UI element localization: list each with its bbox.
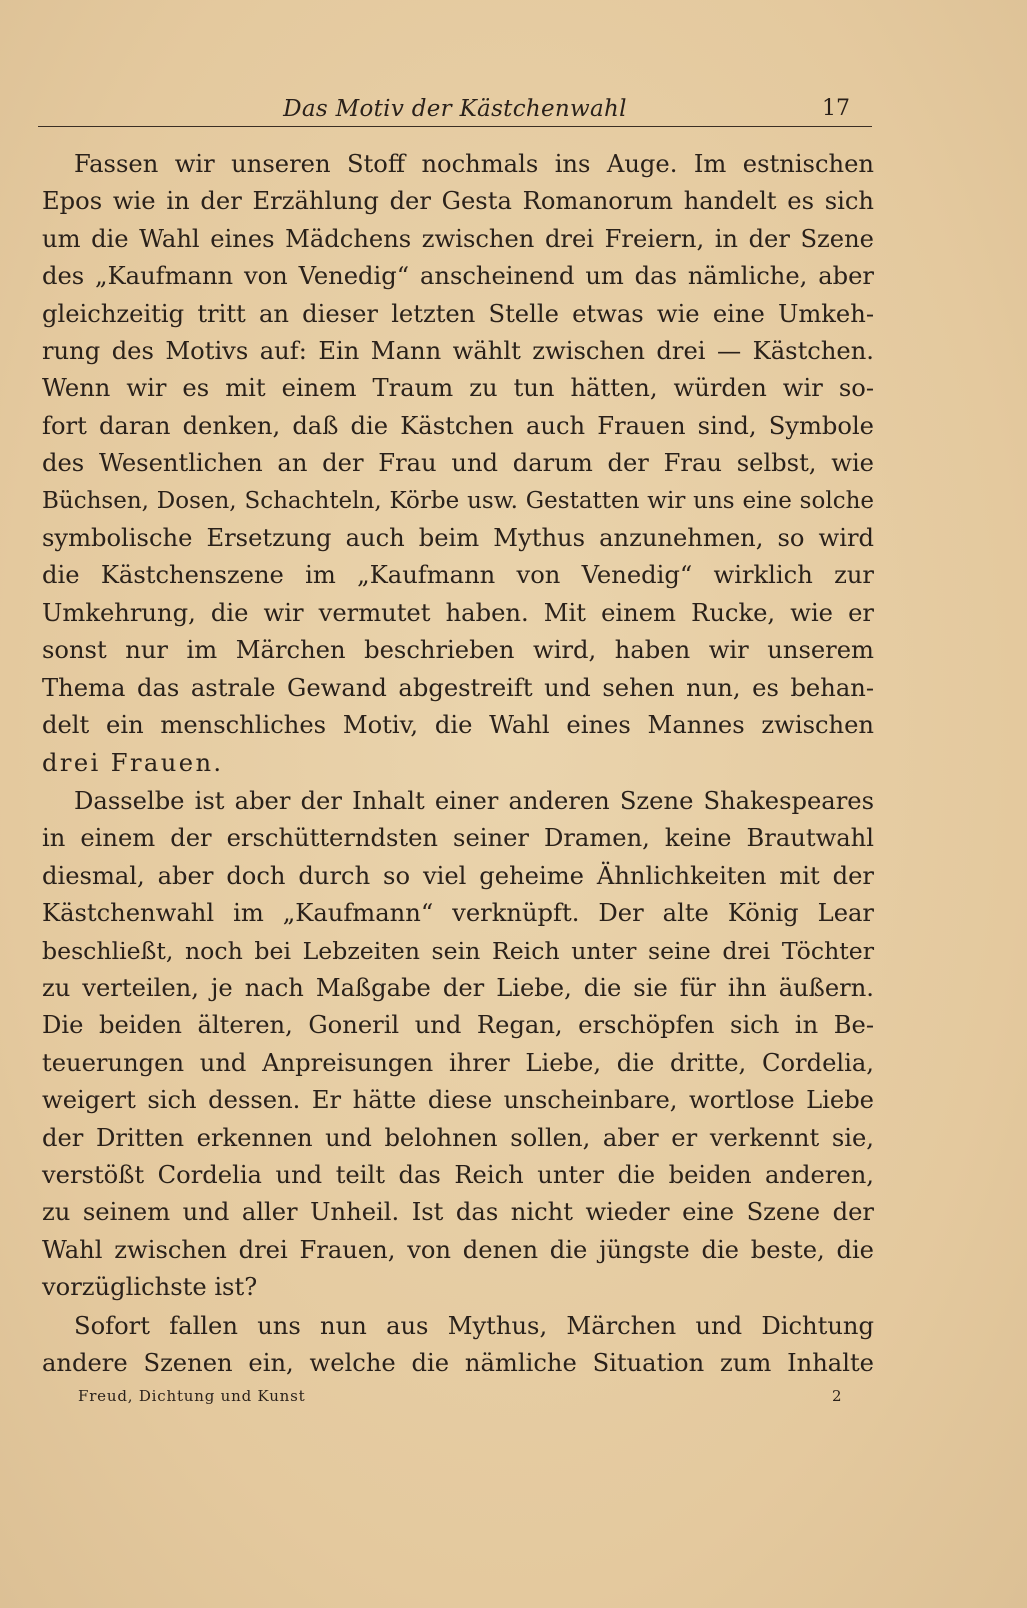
text-line: teuerungen und Anpreisungen ihrer Liebe, die dritte, Cordelia, (42, 1048, 874, 1077)
text-line: beschließt, noch bei Lebzeiten sein Reich unter seine drei Töchter (42, 936, 874, 965)
sheet-number: 2 (832, 1387, 842, 1405)
text-line: diesmal, aber doch durch so viel geheime Ähnlichkeiten mit der (42, 861, 874, 890)
text-line: in einem der erschütterndsten seiner Dramen, keine Brautwahl (42, 824, 874, 853)
text-line: zu seinem und aller Unheil. Ist das nicht wieder eine Szene der (42, 1198, 874, 1227)
text-line: fort daran denken, daß die Kästchen auch Frauen sind, Symbole (42, 411, 874, 440)
text-line: weigert sich dessen. Er hätte diese unscheinbare, wortlose Liebe (42, 1086, 874, 1115)
text-line: vorzüglichste ist? (42, 1273, 258, 1302)
text-line: Büchsen, Dosen, Schachteln, Körbe usw. Gestatten wir uns eine solche (42, 487, 874, 514)
text-line: gleichzeitig tritt an dieser letzten Stelle etwas wie eine Umkeh- (42, 299, 874, 328)
text-line: Wenn wir es mit einem Traum zu tun hätten, würden wir so- (42, 374, 874, 403)
paragraph-2 (42, 783, 874, 1307)
text-line: verstößt Cordelia und teilt das Reich unter die beiden anderen, (42, 1160, 874, 1189)
text-line: Umkehrung, die wir vermutet haben. Mit einem Rucke, wie er (42, 598, 874, 627)
text-line: Die beiden älteren, Goneril und Regan, erschöpfen sich in Be- (42, 1011, 874, 1040)
text-line: Fassen wir unseren Stoff nochmals ins Auge. Im estnischen (74, 150, 874, 178)
text-line: drei Frauen. (42, 748, 224, 777)
text-line: symbolische Ersetzung auch beim Mythus anzunehmen, so wird (42, 524, 874, 553)
body-text (42, 146, 874, 1383)
page-number: 17 (822, 96, 850, 121)
text-line: Dasselbe ist aber der Inhalt einer anderen Szene Shakespeares (74, 786, 874, 815)
text-line: zu verteilen, je nach Maßgabe der Liebe, die sie für ihn äußern. (42, 973, 874, 1002)
text-line: Wahl zwischen drei Frauen, von denen die jüngste die beste, die (42, 1235, 874, 1264)
text-line: der Dritten erkennen und belohnen sollen, aber er verkennt sie, (42, 1123, 874, 1152)
paragraph-3 (42, 1308, 874, 1383)
text-line: sonst nur im Märchen beschrieben wird, haben wir unserem (42, 636, 874, 665)
text-line: Kästchenwahl im „Kaufmann“ verknüpft. Der alte König Lear (42, 899, 874, 928)
text-line: Epos wie in der Erzählung der Gesta Romanorum handelt es sich (42, 187, 874, 216)
printer-signature: Freud, Dichtung und Kunst (78, 1387, 306, 1405)
text-line: um die Wahl eines Mädchens zwischen drei Freiern, in der Szene (42, 224, 874, 253)
text-line: des „Kaufmann von Venedig“ anscheinend um das nämliche, aber (42, 262, 874, 291)
text-line: Sofort fallen uns nun aus Mythus, Märchen und Dichtung (74, 1311, 874, 1340)
text-line: Thema das astrale Gewand abgestreift und sehen nun, es behan- (42, 673, 874, 702)
running-header (38, 92, 872, 127)
paragraph-1 (42, 146, 874, 782)
text-line: des Wesentlichen an der Frau und darum der Frau selbst, wie (42, 449, 874, 478)
running-title: Das Motiv der Kästchenwahl (283, 96, 627, 122)
text-line: delt ein menschliches Motiv, die Wahl eines Mannes zwischen (42, 711, 874, 740)
text-line: die Kästchenszene im „Kaufmann von Venedig“ wirklich zur (42, 561, 874, 590)
text-line: rung des Motivs auf: Ein Mann wählt zwischen drei — Kästchen. (42, 337, 874, 366)
text-line: andere Szenen ein, welche die nämliche Situation zum Inhalte (42, 1349, 874, 1377)
